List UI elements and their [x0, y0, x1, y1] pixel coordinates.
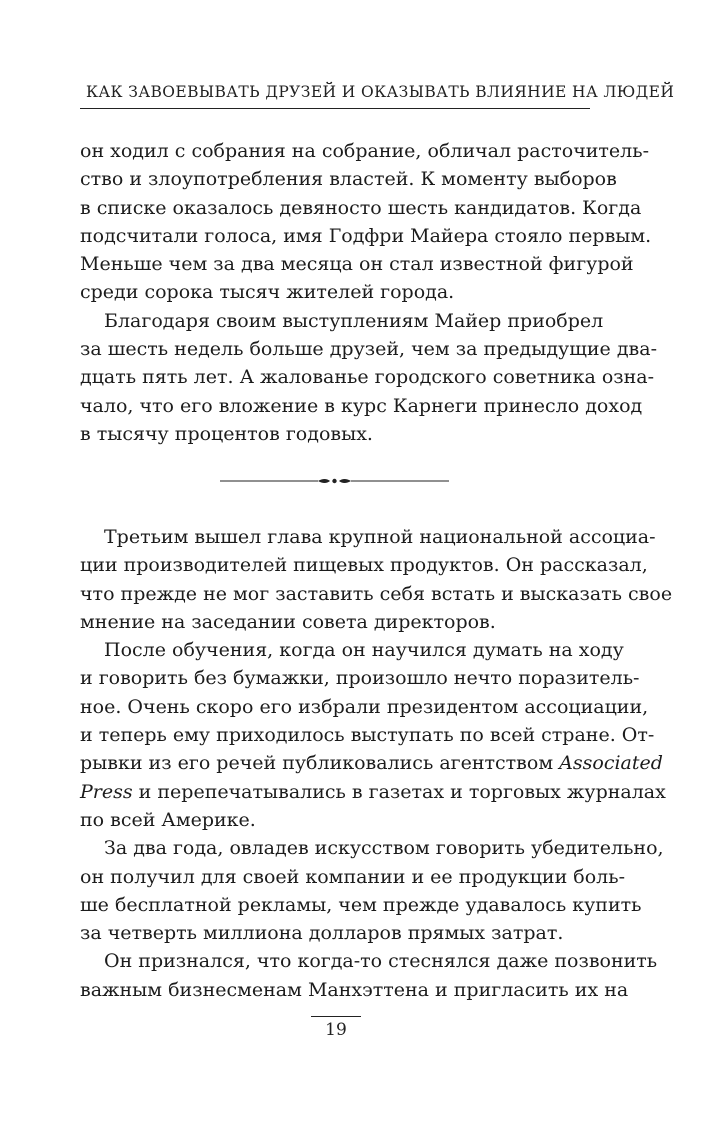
text-line: он получил для своей компании и ее продукции боль- — [80, 865, 626, 888]
text-line: по всей Америке. — [80, 808, 256, 831]
section-divider-ornament — [220, 475, 449, 487]
page-number: 19 — [325, 1020, 347, 1040]
italic-segment: Press — [80, 780, 133, 803]
text-line: Третьим вышел глава крупной национальной ассоциа- — [104, 526, 656, 548]
text-line: что прежде не мог заставить себя встать и высказать свое — [80, 582, 673, 605]
text-line: важным бизнесменам Манхэттена и пригласить их на — [80, 978, 629, 1001]
text-line: чало, что его вложение в курс Карнеги принесло доход — [80, 394, 643, 417]
header-rule — [80, 108, 590, 109]
text-line: ции производителей пищевых продуктов. Он рассказал, — [80, 554, 648, 577]
text-segment: и перепечатывались в газетах и торговых журналах — [138, 780, 666, 803]
italic-segment: Associated — [559, 752, 663, 775]
text-line: дцать пять лет. А жалованье городского советника озна- — [80, 366, 655, 389]
paragraph-block-2 — [80, 523, 673, 1004]
text-line: Благодаря своим выступлениям Майер приобрел — [104, 309, 604, 332]
text-line: ство и злоупотребления властей. К моменту выборов — [80, 168, 617, 191]
text-line-with-italic — [80, 749, 663, 777]
text-line: После обучения, когда он научился думать на ходу — [104, 639, 624, 662]
footer-rule — [311, 1016, 361, 1017]
text-line: Меньше чем за два месяца он стал известной фигурой — [80, 253, 634, 276]
text-line: в тысячу процентов годовых. — [80, 422, 373, 445]
text-segment: рывки из его речей публиковались агентством — [80, 752, 554, 775]
text-line: среди сорока тысяч жителей города. — [80, 281, 455, 304]
text-line: он ходил с собрания на собрание, обличал расточитель- — [80, 140, 650, 162]
text-line: За два года, овладев искусством говорить убедительно, — [104, 837, 664, 860]
running-header: КАК ЗАВОЕВЫВАТЬ ДРУЗЕЙ И ОКАЗЫВАТЬ ВЛИЯНИЕ НА ЛЮДЕЙ — [86, 83, 675, 101]
text-line: и говорить без бумажки, произошло нечто поразитель- — [80, 667, 640, 690]
text-line: мнение на заседании совета директоров. — [80, 610, 496, 633]
text-line: за четверть миллиона долларов прямых затрат. — [80, 922, 564, 945]
text-line: Он признался, что когда-то стеснялся даже позвонить — [104, 950, 658, 973]
text-line: за шесть недель больше друзей, чем за предыдущие два- — [80, 338, 657, 361]
text-line: в списке оказалось девяносто шесть кандидатов. Когда — [80, 196, 642, 219]
paragraph-block-1 — [80, 137, 657, 448]
text-line-with-italic — [80, 778, 666, 806]
text-line: ное. Очень скоро его избрали президентом ассоциации, — [80, 695, 649, 718]
text-line: подсчитали голоса, имя Годфри Майера стояло первым. — [80, 224, 652, 247]
text-line: и теперь ему приходилось выступать по всей стране. От- — [80, 724, 655, 747]
text-line: ше бесплатной рекламы, чем прежде удавалось купить — [80, 893, 642, 916]
